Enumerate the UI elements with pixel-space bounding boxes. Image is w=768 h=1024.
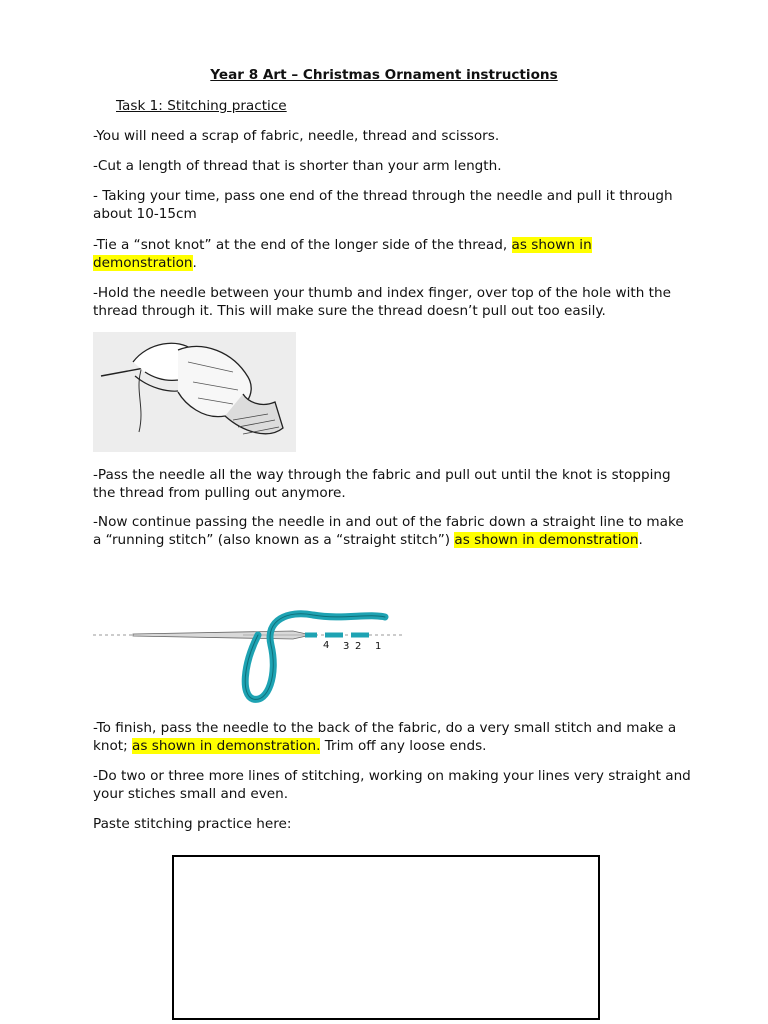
step-running-stitch-text: -Now continue passing the needle in and out of the fabric down a straight line to make a “running stitch” (also known as a “straight stitch”): [93, 514, 684, 548]
step-thread-needle: - Taking your time, pass one end of the thread through the needle and pull it through about 10-15cm: [93, 188, 673, 222]
step-cut-thread: -Cut a length of thread that is shorter than your arm length.: [93, 158, 502, 174]
highlight-demonstration: as shown in demonstration: [93, 237, 592, 271]
step-materials: -You will need a scrap of fabric, needle, thread and scissors.: [93, 128, 500, 144]
step-snot-knot-text: -Tie a “snot knot” at the end of the longer side of the thread,: [93, 237, 512, 253]
step-snot-knot-end: .: [192, 255, 197, 271]
highlight-demonstration: as shown in demonstration.: [132, 738, 321, 754]
step-finish-text: -To finish, pass the needle to the back of the fabric, do a very small stitch and make a knot;: [93, 720, 677, 754]
hand-holding-needle-image: [93, 332, 296, 452]
page-title: Year 8 Art – Christmas Ornament instructions: [210, 67, 558, 83]
step-running-stitch-end: .: [638, 532, 643, 548]
highlight-demonstration: as shown in demonstration: [454, 532, 639, 548]
task-heading: Task 1: Stitching practice: [116, 98, 287, 114]
stitch-label: 4: [323, 640, 330, 651]
paste-label: Paste stitching practice here:: [93, 816, 292, 832]
stitch-label: 3: [343, 641, 350, 652]
step-hold-needle: -Hold the needle between your thumb and index finger, over top of the hole with the thread through it. This will make sure the thread doesn’t pull out too easily.: [93, 285, 671, 319]
stitch-label: 2: [355, 641, 362, 652]
step-more-lines: -Do two or three more lines of stitching, working on making your lines very straight and your stiches small and even.: [93, 768, 691, 802]
running-stitch-diagram: [93, 605, 408, 705]
step-pass-needle: -Pass the needle all the way through the fabric and pull out until the knot is stopping the thread from pulling out anymore.: [93, 467, 671, 501]
step-running-stitch: [93, 513, 693, 549]
step-finish-end: Trim off any loose ends.: [320, 738, 487, 754]
step-finish: [93, 719, 693, 755]
paste-area-box: [172, 855, 600, 1020]
stitch-label: 1: [375, 641, 382, 652]
step-snot-knot: [93, 236, 693, 272]
